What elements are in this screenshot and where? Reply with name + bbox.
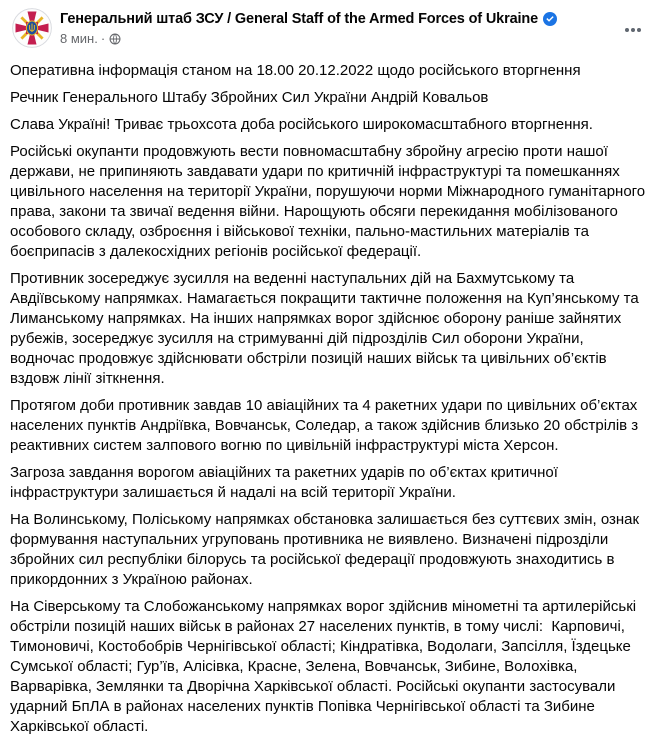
- page-avatar[interactable]: [12, 8, 52, 48]
- post-paragraph: На Сіверському та Слобожанському напрямках ворог здійснив мінометні та артилерійські обстріли позицій наших військ в районах 27 населених пунктів, в тому числі: Карповичі, Тимоновичі, Костобобрів Чернігівської області; Кіндратівка, Водолаги, Запсілля, Їздецьке Сумської області; Гур’їв, Алісівка, Красне, Зелена, Вовчанськ, Зибине, Волохівка, Варварівка, Землянки та Дворічна Харківської області. Російські окупанти застосували ударний БпЛА в районах населених пунктів Попівка Чернігівської області та Зибине Харківської області.: [10, 598, 641, 735]
- verified-badge-icon: [543, 12, 557, 26]
- post-paragraph: Загроза завдання ворогом авіаційних та ракетних ударів по об’єктах критичної інфраструктури залишається й надалі на всій території України.: [10, 464, 563, 501]
- post-paragraph: Протягом доби противник завдав 10 авіаційних та 4 ракетних удари по цивільних об’єктах населених пунктів Андріївка, Вовчанськ, Соледар, а також здійснив близько 20 обстрілів з реактивних систем залпового вогню по цивільній інфраструктурі міста Херсон.: [10, 397, 643, 454]
- more-options-button[interactable]: [617, 18, 649, 42]
- post-paragraph: Речник Генерального Штабу Збройних Сил України Андрій Ковальов: [10, 89, 489, 106]
- post-paragraph: Оперативна інформація станом на 18.00 20.12.2022 щодо російського вторгнення: [10, 62, 581, 79]
- post-paragraph: Російські окупанти продовжують вести повномасштабну збройну агресію проти нашої держави, не припиняють завдавати удари по критичній інфраструктурі та помешканнях цивільного населення на території України, порушуючи норми Міжнародного гуманітарного права, закони та звичаї ведення війни. Нарощують обсяги перекидання мобілізованого особового складу, озброєння і військової техніки, пально-мастильних матеріалів та боєприпасів з далекосхідних регіонів російської федерації.: [10, 143, 650, 260]
- post-paragraph: На Волинському, Поліському напрямках обстановка залишається без суттєвих змін, ознак формування наступальних угруповань противника не виявлено. Визначені підрозділи збройних сил республіки білорусь та російської федерації продовжують знаходитись в прикордонних з Україною районах.: [10, 511, 644, 588]
- public-audience-globe-icon: [109, 33, 121, 45]
- page-name-link[interactable]: Генеральний штаб ЗСУ / General Staff of the Armed Forces of Ukraine: [60, 11, 539, 27]
- post-meta-row: [60, 31, 617, 46]
- meta-separator: ·: [100, 31, 106, 46]
- post-paragraph: Противник зосереджує зусилля на веденні наступальних дій на Бахмутському та Авдіївському напрямках. Намагається покращити тактичне положення на Куп’янському та Лиманському напрямках. На інших напрямках ворог здійснює оборону раніше зайнятих рубежів, зосереджує зусилля на стримуванні дій підрозділів Сил оборони України, водночас продовжує здійснювати обстріли позицій наших військ та цивільних об’єктів вздовж лінії зіткнення.: [10, 270, 643, 387]
- post-paragraph: Слава Україні! Триває трьохсота доба російського широкомасштабного вторгнення.: [10, 116, 593, 133]
- page-name-row: [60, 11, 617, 27]
- post-header-info: [60, 8, 617, 46]
- post-header: [0, 0, 663, 48]
- armed-forces-emblem-icon: [12, 8, 52, 48]
- post-timestamp[interactable]: 8 мин.: [60, 31, 98, 46]
- post-body-text: [0, 48, 663, 737]
- more-horizontal-icon: [623, 20, 643, 40]
